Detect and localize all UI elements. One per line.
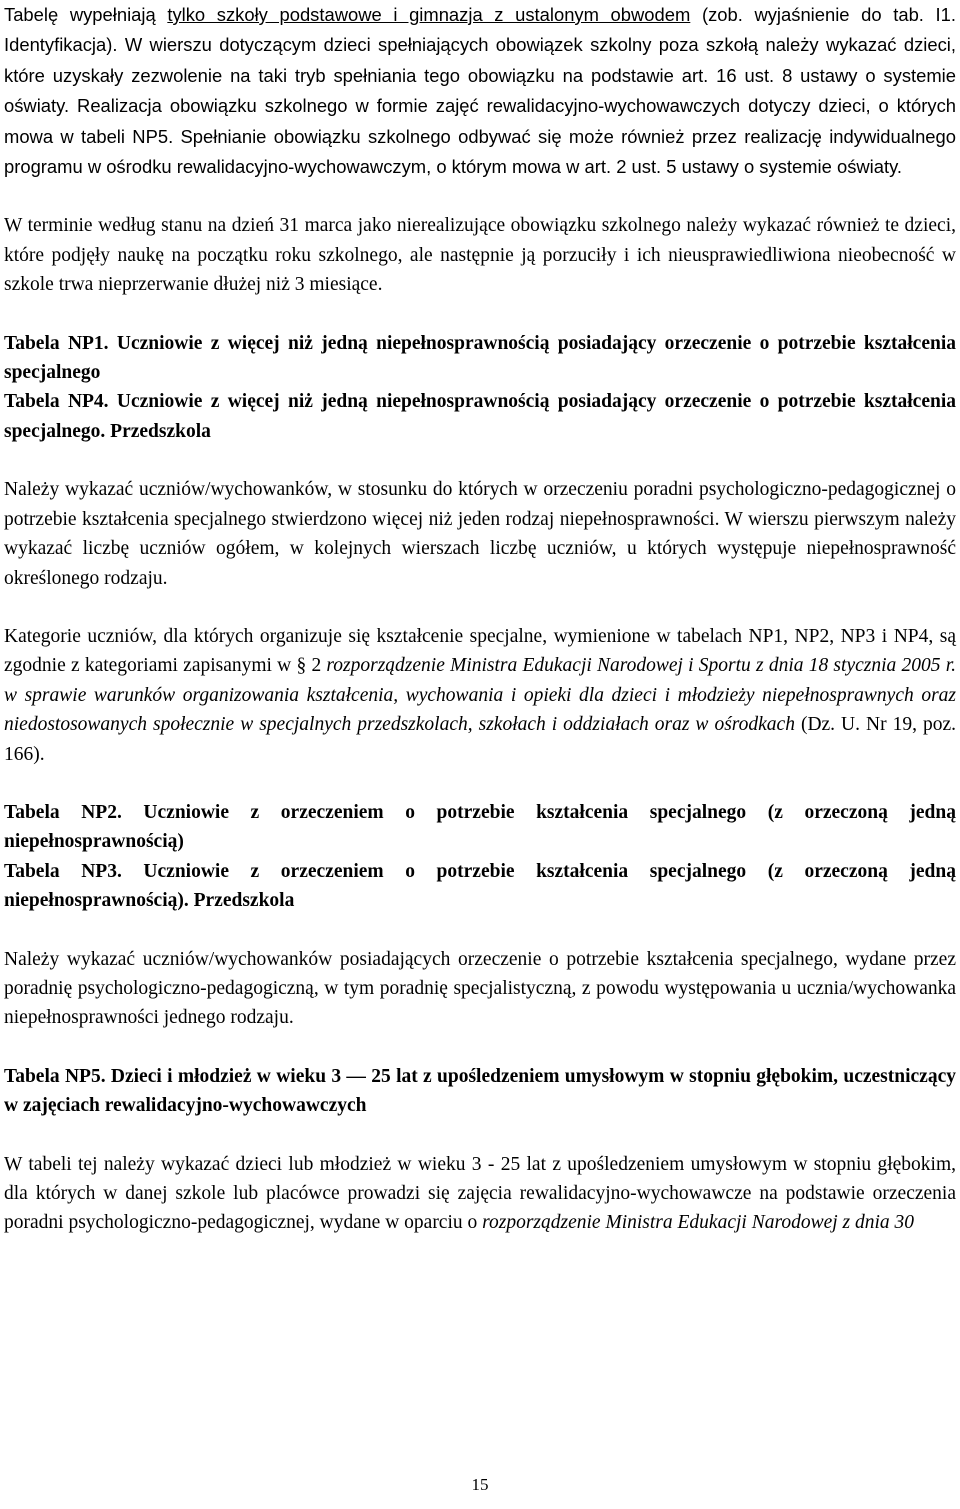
- heading-np1: [4, 329, 956, 388]
- table-label: Tabela NP3.: [4, 860, 122, 882]
- paragraph-school-obligation: [4, 0, 956, 182]
- heading-np3: [4, 857, 956, 916]
- paragraph-np2-np3: Należy wykazać uczniów/wychowanków posiadających orzeczenie o potrzebie kształcenia specjalnego, wydane przez poradnię psychologiczno-pedagogiczną, w tym poradnię specjalistyczną, z powodu występowania u ucznia/wychowanka niepełnosprawności jednego rodzaju.: [4, 948, 956, 1029]
- table-title: Uczniowie z więcej niż jedną niepełnosprawnością posiadający orzeczenie o potrzebie kształcenia specjalnego: [4, 332, 956, 384]
- table-label: Tabela NP4.: [4, 391, 109, 413]
- table-label: Tabela NP2.: [4, 801, 122, 823]
- underlined-text-run: tylko szkoły podstawowe i gimnazja z ustalonym obwodem: [167, 4, 691, 25]
- page-number: 15: [471, 1475, 489, 1494]
- heading-np5: [4, 1062, 956, 1121]
- heading-np2: [4, 798, 956, 857]
- italic-text-run: rozporządzenie Ministra Edukacji Narodowej i Sportu z dnia 18 stycznia 2005 r. w sprawie warunków organizowania kształcenia, wychowania i opieki dla dzieci i młodzieży niepełnosprawnych oraz niedostosowanych społecznie w specjalnych przedszkolach, szkołach i oddziałach oraz w ośrodkach: [4, 655, 956, 736]
- table-title: Dzieci i młodzież w wieku 3 — 25 lat z upośledzeniem umysłowym w stopniu głębokim, uczestniczący w zajęciach rewalidacyjno-wychowawczych: [4, 1065, 956, 1117]
- text-run: (zob. wyjaśnienie do tab. I1. Identyfikacja). W wierszu dotyczącym dzieci spełniających obowiązek szkolny poza szkołą należy wykazać dzieci, które uzyskały zezwolenie na taki tryb spełniania tego obowiązku na podstawie art. 16 ust. 8 ustawy o systemie oświaty. Realizacja obowiązku szkolnego w formie zajęć rewalidacyjno-wychowawczych dotyczy dzieci, o których mowa w tabeli NP5. Spełnianie obowiązku szkolnego odbywać się może również przez realizację indywidualnego programu w ośrodku rewalidacyjno-wychowawczym, o którym mowa w art. 2 ust. 5 ustawy o systemie oświaty.: [4, 4, 956, 178]
- table-title: Uczniowie z orzeczeniem o potrzebie kształcenia specjalnego (z orzeczoną jedną niepełnosprawnością). Przedszkola: [4, 860, 956, 912]
- text-run: W tabeli tej należy wykazać dzieci lub młodzież w wieku 3 - 25 lat z upośledzeniem umysłowym w stopniu głębokim, dla których w danej szkole lub placówce prowadzi się zajęcia rewalidacyjno-wychowawcze na podstawie orzeczenia poradni psychologiczno-pedagogicznej, wydane w oparciu o: [4, 1153, 956, 1234]
- paragraph-np5: [4, 1150, 956, 1238]
- text-run: Kategorie uczniów, dla których organizuje się kształcenie specjalne, wymienione w tabelach NP1, NP2, NP3 i NP4, są zgodnie z kategoriami zapisanymi w § 2: [4, 625, 956, 677]
- text-run: Tabelę wypełniają: [4, 4, 168, 25]
- table-title: Uczniowie z więcej niż jedną niepełnosprawnością posiadający orzeczenie o potrzebie kształcenia specjalnego. Przedszkola: [4, 391, 956, 442]
- paragraph-categories: [4, 622, 956, 769]
- table-label: Tabela NP1.: [4, 332, 109, 354]
- document-page: [4, 0, 956, 1238]
- paragraph-np1-np4: Należy wykazać uczniów/wychowanków, w stosunku do których w orzeczeniu poradni psychologiczno-pedagogicznej o potrzebie kształcenia specjalnego stwierdzono więcej niż jeden rodzaj niepełnosprawności. W wierszu pierwszym należy wykazać liczbę uczniów ogółem, w kolejnych wierszach liczbę uczniów, u których występuje niepełnosprawność określonego rodzaju.: [4, 479, 956, 589]
- paragraph-deadline: W terminie według stanu na dzień 31 marca jako nierealizujące obowiązku szkolnego należy wykazać również te dzieci, które podjęły naukę na początku roku szkolnego, ale następnie ją porzuciły i ich nieusprawiedliwiona nieobecność w szkole trwa nieprzerwanie dłużej niż 3 miesiące.: [4, 215, 956, 296]
- italic-text-run: rozporządzenie Ministra Edukacji Narodowej z dnia 30: [482, 1212, 915, 1234]
- text-run: (Dz. U. Nr 19, poz. 166).: [4, 714, 956, 765]
- table-label: Tabela NP5.: [4, 1065, 106, 1087]
- table-title: Uczniowie z orzeczeniem o potrzebie kształcenia specjalnego (z orzeczoną jedną niepełnosprawnością): [4, 801, 956, 853]
- heading-np4: [4, 387, 956, 446]
